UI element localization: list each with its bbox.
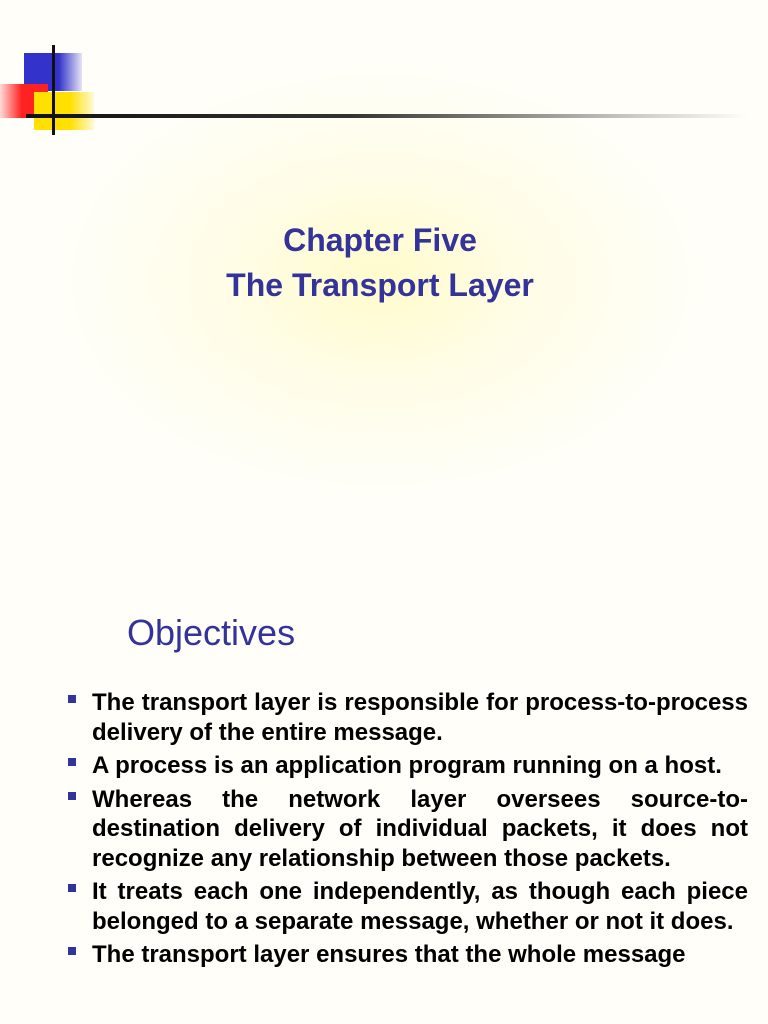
header-rule [26,114,748,118]
list-item-text: A process is an application program running on a host. [92,752,722,779]
square-bullet-icon [68,884,76,892]
list-item-text: It treats each one independently, as though each piece belonged to a separate message, whether or not it does. [92,878,748,935]
objectives-heading: Objectives [127,612,296,653]
square-bullet-icon [68,947,76,955]
title-topic: The Transport Layer [226,267,534,303]
logo-yellow-square [34,92,94,130]
logo-vertical-line [52,45,55,135]
list-item [66,688,748,747]
square-bullet-icon [68,695,76,703]
square-bullet-icon [68,792,76,800]
list-item [66,877,748,936]
square-bullet-icon [68,758,76,766]
title-chapter: Chapter Five [283,222,477,258]
list-item [66,785,748,874]
objectives-list [66,688,748,974]
slide-title [0,218,760,308]
list-item-text: The transport layer is responsible for process-to-process delivery of the entire message. [92,689,748,746]
list-item-text: The transport layer ensures that the whole message [92,941,686,968]
list-item-text: Whereas the network layer oversees source-to-destination delivery of individual packets, it does not recognize any relationship between those packets. [92,785,748,872]
list-item [66,751,748,781]
list-item [66,940,748,970]
